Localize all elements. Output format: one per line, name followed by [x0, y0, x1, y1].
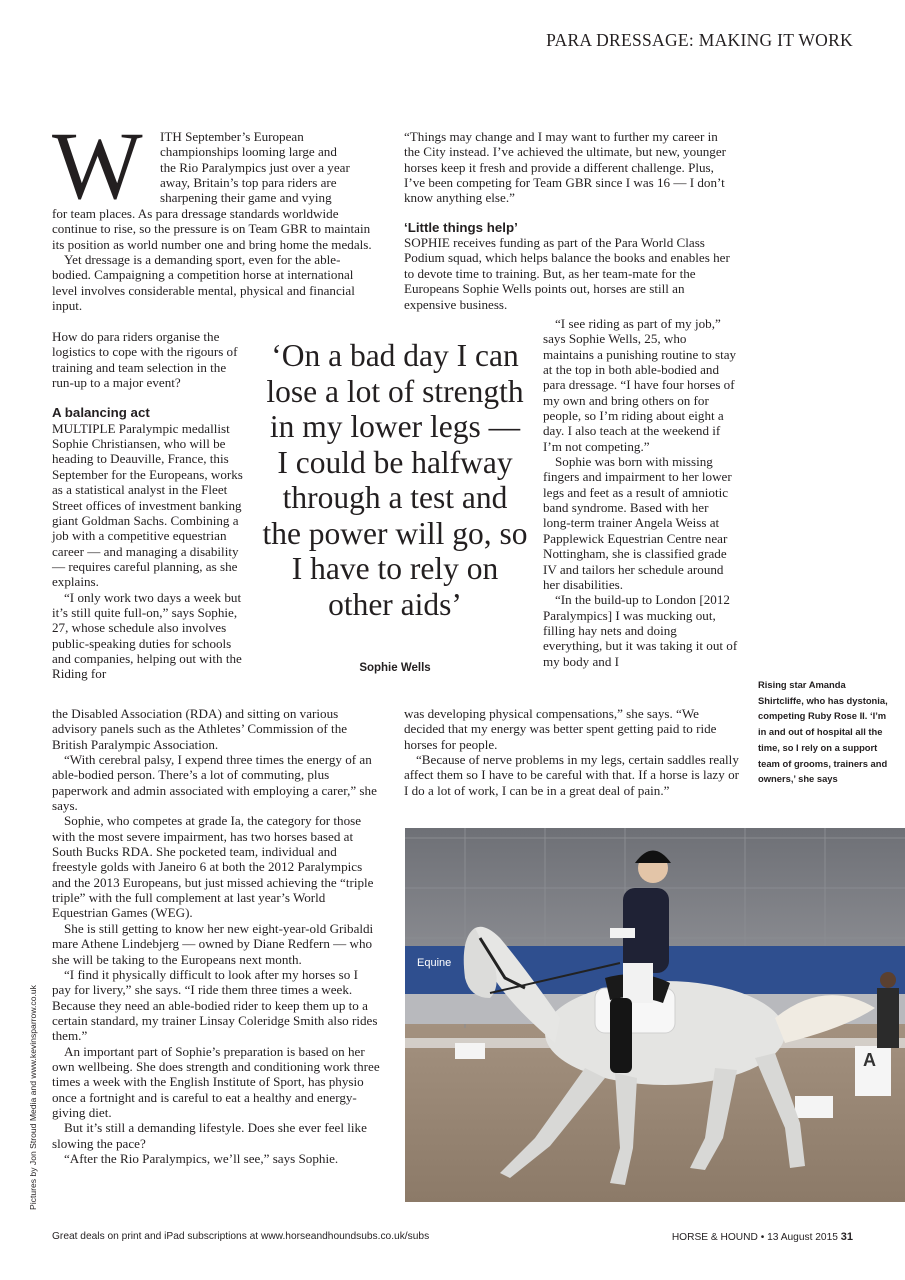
subscription-link[interactable]: Great deals on print and iPad subscriptions at www.horseandhoundsubs.co.uk/subs	[52, 1231, 430, 1242]
paragraph: Yet dressage is a demanding sport, even for the able-bodied. Campaigning a competition horse at international level involves considerable mental, physical and financial input.	[52, 252, 355, 314]
issue-info: HORSE & HOUND • 13 August 2015	[671, 1232, 838, 1243]
column-2-bottom	[404, 706, 740, 798]
drop-cap: W	[52, 112, 143, 219]
paragraph: “In the build-up to London [2012 Paralympics] I was mucking out, filling hay nets and doing everything, but it was taking it out of my body and I	[543, 592, 738, 669]
dressage-marker-letter: A	[863, 1050, 876, 1070]
pull-quote: ‘On a bad day I can lose a lot of strength in my lower legs — I could be halfway through a test and the power will go, so I have to rely on other aids’	[262, 338, 528, 622]
paragraph: Sophie, who competes at grade Ia, the category for those with the most severe impairment, has two horses based at South Bucks RDA. She pocketed team, individual and freestyle golds with Janeiro 6 at both the 2012 Paralympics and the 2013 Europeans, but just missed achieving the “triple triple” with the full complement at last year’s World Equestrian Games (WEG).	[52, 813, 374, 921]
subheading: A balancing act	[52, 405, 150, 421]
paragraph: “Because of nerve problems in my legs, certain saddles really affect them so I have to be careful with that. If a horse is lazy or I do a lot of work, I can be in a great deal of pain.”	[404, 752, 739, 798]
photo-credit: Pictures by Jon Stroud Media and www.kevinsparrow.co.uk	[28, 985, 38, 1210]
paragraph: MULTIPLE Paralympic medallist Sophie Christiansen, who will be heading to Deauville, France, this September for the Europeans, works as a statistical analyst in the Fleet Street offices of investment banking giant Goldman Sachs. Combining a job with a competitive equestrian career — and managing a disability — requires careful planning, as she explains.	[52, 420, 243, 590]
paragraph: “Things may change and I may want to further my career in the City instead. I’ve achieved the ultimate, but new, younger horses keep it fresh and provide a different challenge. Plus, I’ve been competing for Team GBR since I was 16 — I don’t know anything else.”	[404, 129, 727, 206]
paragraph: How do para riders organise the logistics to cope with the rigours of training and team selection in the run-up to a major event?	[52, 329, 238, 391]
intro-line: sharpening their game and vying	[160, 190, 332, 206]
paragraph: SOPHIE receives funding as part of the Para World Class Podium squad, which helps balance the books and enables her to devote time to training. But, as her team-mate for the Europeans Sophie Wells points out, horses are still an expensive business.	[404, 235, 730, 312]
column-1-narrow	[52, 329, 247, 682]
column-2-narrow	[543, 316, 739, 669]
paragraph: was developing physical compensations,” she says. “We decided that my energy was better spent getting paid to ride horses for people.	[404, 706, 717, 752]
intro-line: ITH September’s European	[160, 129, 304, 144]
column-2-top	[404, 129, 737, 312]
page-number: 31	[840, 1231, 853, 1243]
intro-line: the Rio Paralympics just over a year	[160, 159, 350, 175]
column-1-bottom	[52, 706, 380, 1166]
paragraph: “I find it physically difficult to look after my horses so I pay for livery,” she says. “I ride them three times a week. Because they need an able-bodied rider to keep them up to a certain standard, my trainer Linsay Coleridge Smith also rides them.”	[52, 966, 378, 1044]
page-footer	[672, 1231, 853, 1243]
dressage-horse-photo	[405, 828, 905, 1202]
intro-line: away, Britain’s top para riders are	[160, 175, 337, 191]
intro-lines	[160, 129, 375, 206]
paragraph: “With cerebral palsy, I expend three times the energy of an able-bodied person. There’s a lot of commuting, plus paperwork and admin associated with employing a carer,” she says.	[52, 752, 377, 814]
paragraph: the Disabled Association (RDA) and sitting on various advisory panels such as the Athletes’ Commission of the British Paralympic Association.	[52, 706, 348, 752]
paragraph: An important part of Sophie’s preparation is based on her own wellbeing. She does strength and conditioning work three times a week with the English Institute of Sport, has physio once a fortnight and is careful to eat a healthy and energy-giving diet.	[52, 1043, 380, 1120]
subheading: ‘Little things help’	[404, 219, 518, 235]
section-title: PARA DRESSAGE: MAKING IT WORK	[546, 30, 853, 50]
pull-quote-attribution: Sophie Wells	[359, 662, 431, 674]
paragraph: “After the Rio Paralympics, we’ll see,” says Sophie.	[64, 1150, 339, 1166]
photo-illustration	[405, 828, 905, 1202]
paragraph: But it’s still a demanding lifestyle. Does she ever feel like slowing the pace?	[52, 1120, 367, 1151]
paragraph: Sophie was born with missing fingers and impairment to her lower legs and feet as a result of amniotic band syndrome. Based with her long-term trainer Angela Weiss at Papplewick Equestrian Centre near Nottingham, she is classified grade IV and tailors her schedule around her disabilities.	[543, 454, 732, 592]
paragraph: “I only work two days a week but it’s still quite full-on,” says Sophie, 27, whose schedule also involves public-speaking duties for schools and companies, helping out with the Riding for	[52, 589, 242, 682]
paragraph: for team places. As para dressage standards worldwide continue to rise, so the pressure is on Team GBR to maintain its position as world number one and bring home the medals.	[52, 206, 372, 252]
intro-line: championships looming large and	[160, 144, 337, 160]
paragraph: “I see riding as part of my job,” says Sophie Wells, 25, who maintains a punishing routine to stay at the top in both able-bodied and para dressage. “I have four horses of my own and bring others on for people, so I’m riding about eight a day. I also teach at the weekend if I’m not competing.”	[543, 316, 737, 454]
photo-caption: Rising star Amanda Shirtcliffe, who has dystonia, competing Ruby Rose II. ‘I’m in and out of hospital all the time, so I rely on a support team of grooms, trainers and owners,’ she says	[758, 679, 888, 785]
column-1-top	[52, 206, 379, 313]
paragraph: She is still getting to know her new eight-year-old Gribaldi mare Athene Lindebjerg — owned by Diane Redfern — who she will be taking to the Europeans next month.	[52, 920, 374, 967]
arena-sign: Equine	[417, 957, 452, 969]
